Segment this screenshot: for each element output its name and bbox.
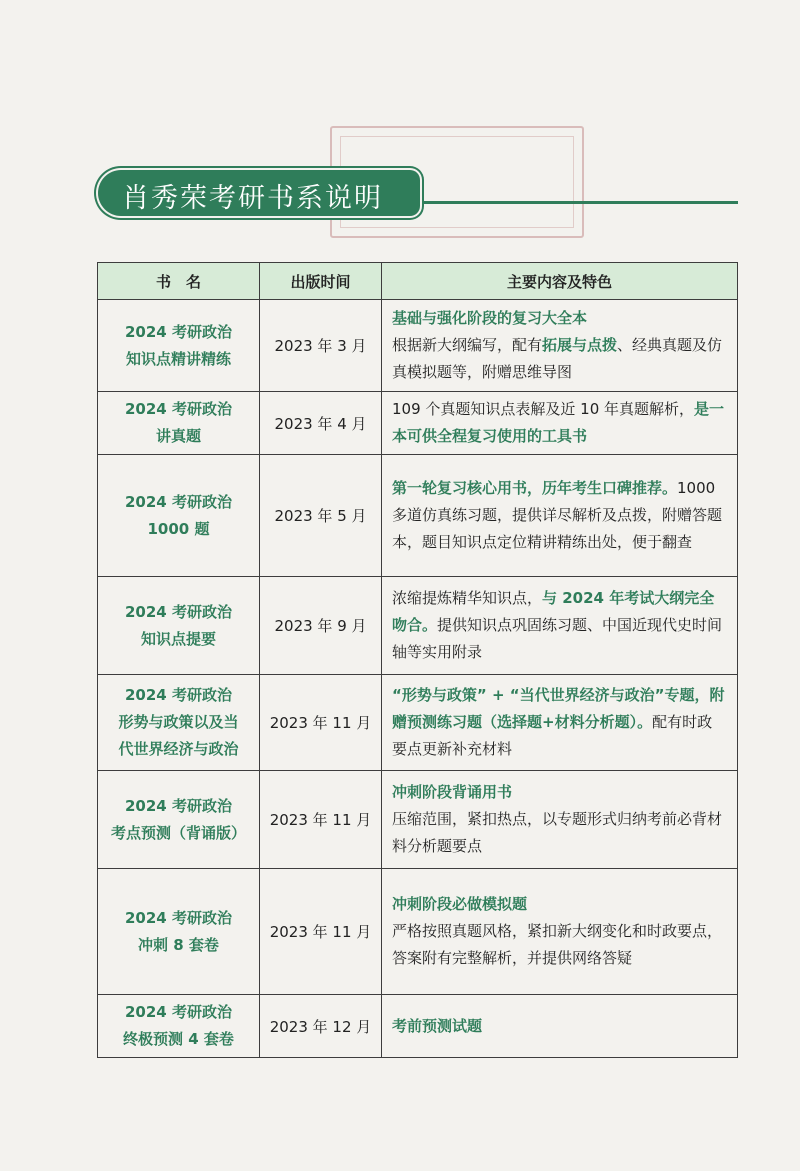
table-row xyxy=(98,392,738,455)
content-cell xyxy=(382,455,738,577)
highlight-text: 是一本可供全程复习使用的工具书 xyxy=(392,400,725,445)
table-row xyxy=(98,995,738,1058)
highlight-text: 冲刺阶段必做模拟题 xyxy=(392,895,528,913)
content-text: 配有时政要点更新补充材料 xyxy=(392,713,713,758)
content-text: 109 个真题知识点表解及近 10 年真题解析， xyxy=(392,400,695,418)
book-name-line: 2024 考研政治 xyxy=(125,322,232,341)
publish-date-cell: 2023 年 12 月 xyxy=(260,995,382,1058)
content-text: 1000 多道仿真练习题，提供详尽解析及点拨，附赠答题本，题目知识点定位精讲精练出处，便于翻查 xyxy=(392,479,723,551)
book-name-cell xyxy=(98,995,260,1058)
content-text: 浓缩提炼精华知识点， xyxy=(392,589,543,607)
title-tab xyxy=(98,170,420,216)
title-rule xyxy=(424,201,738,204)
highlight-text: 与 2024 年考试大纲完全吻合。 xyxy=(392,589,715,634)
publish-date-cell: 2023 年 11 月 xyxy=(260,869,382,995)
header-book-name: 书 名 xyxy=(98,263,260,300)
book-name-line: 2024 考研政治 xyxy=(125,602,232,621)
publish-date-cell: 2023 年 11 月 xyxy=(260,771,382,869)
highlight-text: 冲刺阶段背诵用书 xyxy=(392,783,513,801)
book-name-line: 终极预测 4 套卷 xyxy=(123,1030,234,1048)
table-row xyxy=(98,300,738,392)
content-text: 根据新大纲编写，配有 xyxy=(392,336,543,354)
table-row xyxy=(98,771,738,869)
book-name-line: 冲刺 8 套卷 xyxy=(138,935,219,954)
content-text: 压缩范围，紧扣热点，以专题形式归纳考前必背材料分析题要点 xyxy=(392,810,723,855)
book-name-line: 2024 考研政治 xyxy=(125,1003,232,1021)
page-title: 肖秀荣考研书系说明 xyxy=(122,183,383,214)
content-cell xyxy=(382,392,738,455)
content-cell xyxy=(382,300,738,392)
publish-date-cell: 2023 年 4 月 xyxy=(260,392,382,455)
book-name-line: 2024 考研政治 xyxy=(125,686,232,704)
content-cell xyxy=(382,675,738,771)
content-cell xyxy=(382,869,738,995)
publish-date-cell: 2023 年 9 月 xyxy=(260,577,382,675)
book-name-cell xyxy=(98,577,260,675)
book-name-line: 知识点精讲精练 xyxy=(125,349,231,368)
highlight-text: “形势与政策” + “当代世界经济与政治”专题，附赠预测练习题（选择题+材料分析题）。 xyxy=(392,686,725,731)
book-series-table-wrapper xyxy=(97,262,737,1058)
book-name-cell xyxy=(98,869,260,995)
highlight-text: 基础与强化阶段的复习大全本 xyxy=(392,309,588,327)
book-name-line: 2024 考研政治 xyxy=(125,796,232,815)
book-name-line: 1000 题 xyxy=(147,519,210,538)
table-row xyxy=(98,869,738,995)
publish-date-cell: 2023 年 5 月 xyxy=(260,455,382,577)
table-row xyxy=(98,675,738,771)
book-name-cell xyxy=(98,392,260,455)
book-name-line: 代世界经济与政治 xyxy=(118,740,239,758)
highlight-text: 考前预测试题 xyxy=(392,1016,483,1035)
header-content-features: 主要内容及特色 xyxy=(382,263,738,300)
publish-date-cell: 2023 年 3 月 xyxy=(260,300,382,392)
content-cell xyxy=(382,995,738,1058)
table-body xyxy=(98,300,738,1058)
book-name-line: 考点预测（背诵版） xyxy=(110,823,246,842)
content-text: 严格按照真题风格，紧扣新大纲变化和时政要点，答案附有完整解析，并提供网络答疑 xyxy=(392,922,723,967)
section-title-banner xyxy=(98,170,738,218)
highlight-text: 第一轮复习核心用书，历年考生口碑推荐。 xyxy=(392,479,678,497)
book-name-cell xyxy=(98,675,260,771)
highlight-text: 拓展与点拨 xyxy=(542,336,618,354)
book-name-cell xyxy=(98,455,260,577)
book-series-table xyxy=(97,262,738,1058)
book-name-cell xyxy=(98,300,260,392)
book-name-line: 2024 考研政治 xyxy=(125,400,232,418)
book-name-cell xyxy=(98,771,260,869)
content-cell xyxy=(382,771,738,869)
book-name-line: 2024 考研政治 xyxy=(125,908,232,927)
table-row xyxy=(98,455,738,577)
publish-date-cell: 2023 年 11 月 xyxy=(260,675,382,771)
table-header-row xyxy=(98,263,738,300)
book-name-line: 形势与政策以及当 xyxy=(118,713,239,731)
book-name-line: 知识点提要 xyxy=(140,629,216,648)
book-name-line: 讲真题 xyxy=(155,427,201,445)
content-cell xyxy=(382,577,738,675)
book-name-line: 2024 考研政治 xyxy=(125,492,232,511)
table-row xyxy=(98,577,738,675)
content-text: 、经典真题及仿真模拟题等，附赠思维导图 xyxy=(392,336,723,381)
content-text: 提供知识点巩固练习题、中国近现代史时间轴等实用附录 xyxy=(392,616,723,661)
header-publish-date: 出版时间 xyxy=(260,263,382,300)
